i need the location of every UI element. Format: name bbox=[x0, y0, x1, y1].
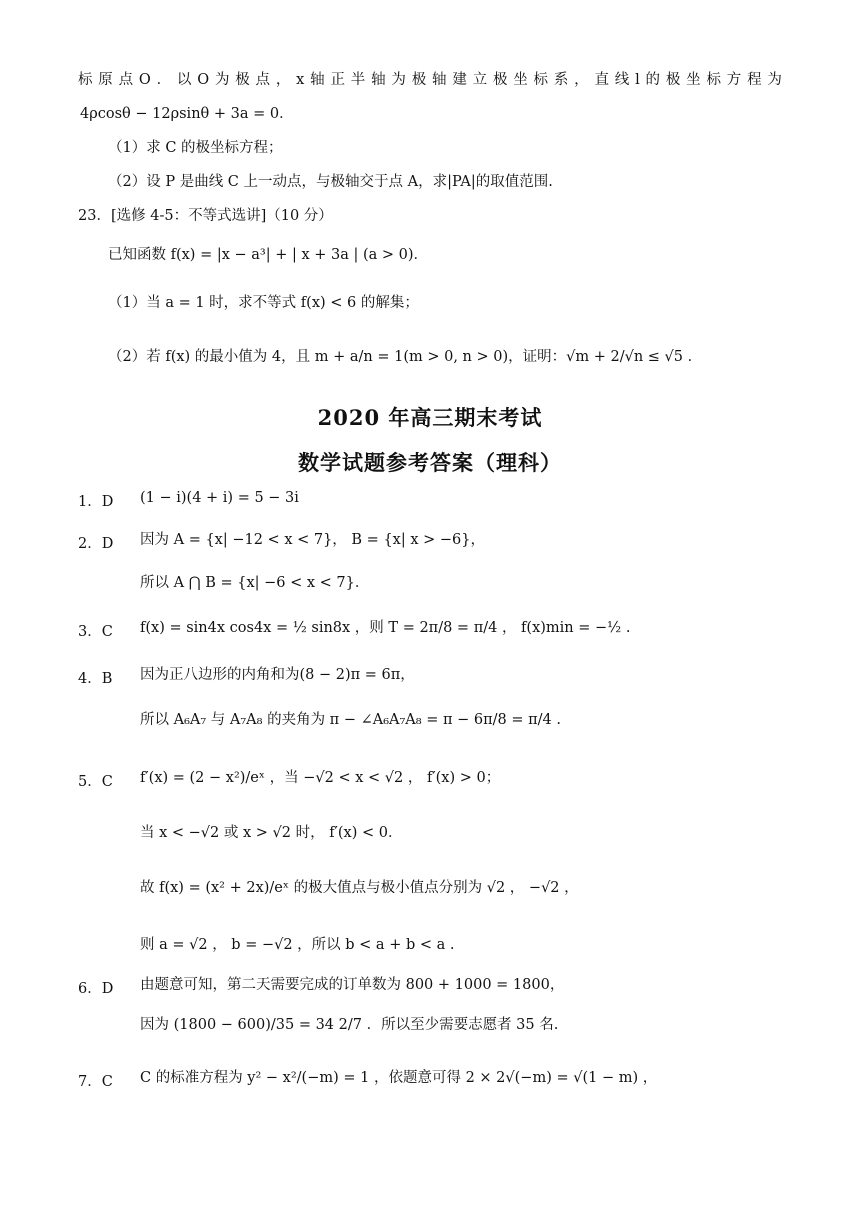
answer-line: 所以 A₆A₇ 与 A₇A₈ 的夹角为 π − ∠A₆A₇A₈ = π − 6π/8 = π/4 . bbox=[140, 712, 561, 728]
answer-number: 3．C bbox=[78, 624, 113, 640]
question-23-part-1: （1）当 a = 1 时，求不等式 f(x) < 6 的解集； bbox=[108, 295, 419, 311]
answer-number: 7．C bbox=[78, 1074, 113, 1090]
question-22-part-1: （1）求 C 的极坐标方程； bbox=[108, 140, 283, 156]
answer-key-title: 数学试题参考答案（理科） bbox=[298, 450, 562, 475]
answer-line: (1 − i)(4 + i) = 5 − 3i bbox=[140, 490, 299, 506]
answer-line: 因为正八边形的内角和为(8 − 2)π = 6π， bbox=[140, 667, 415, 683]
answer-line: f(x) = sin4x cos4x = ½ sin8x ，则 T = 2π/8 = π/4 ， f(x)min = −½ . bbox=[140, 620, 631, 636]
answer-line: C 的标准方程为 y² − x²/(−m) = 1 ，依题意可得 2 × 2√(−m) = √(1 − m) ， bbox=[140, 1070, 658, 1086]
answer-line: 因为 (1800 − 600)/35 = 34 2/7 ．所以至少需要志愿者 35 名. bbox=[140, 1017, 559, 1033]
answer-line: 故 f(x) = (x² + 2x)/eˣ 的极大值点与极小值点分别为 √2 ， −√2 ， bbox=[140, 880, 579, 896]
question-22-part-2: （2）设 P 是曲线 C 上一动点，与极轴交于点 A，求|PA|的取值范围. bbox=[108, 174, 553, 190]
answer-number: 1．D bbox=[78, 494, 114, 510]
answer-line: 由题意可知，第二天需要完成的订单数为 800 + 1000 = 1800， bbox=[140, 977, 565, 993]
question-23-header: 23．[选修 4-5：不等式选讲]（10 分） bbox=[78, 208, 333, 224]
question-23-part-2: （2）若 f(x) 的最小值为 4，且 m + a/n = 1(m > 0, n > 0)，证明：√m + 2/√n ≤ √5 ． bbox=[108, 349, 703, 365]
polar-equation: 4ρcosθ − 12ρsinθ + 3a = 0． bbox=[80, 106, 294, 122]
question-23-given: 已知函数 f(x) = |x − a³| + | x + 3a | (a > 0)． bbox=[108, 247, 429, 263]
answer-line: 则 a = √2 ， b = −√2 ，所以 b < a + b < a . bbox=[140, 937, 455, 953]
answer-number: 4．B bbox=[78, 671, 113, 687]
answer-line: 因为 A = {x| −12 < x < 7}， B = {x| x > −6}， bbox=[140, 532, 485, 548]
text-line-1: 标 原 点 O ． 以 O 为 极 点 ， x 轴 正 半 轴 为 极 轴 建 立 极 坐 标 系 ， 直 线 l 的 极 坐 标 方 程 为 bbox=[78, 72, 783, 88]
answer-line: 当 x < −√2 或 x > √2 时， f′(x) < 0． bbox=[140, 825, 403, 841]
answer-number: 6．D bbox=[78, 981, 114, 997]
answer-line: f′(x) = (2 − x²)/eˣ ，当 −√2 < x < √2 ， f′(x) > 0； bbox=[140, 770, 501, 786]
exam-title: 2020 年高三期末考试 bbox=[317, 405, 543, 430]
answer-number: 5．C bbox=[78, 774, 113, 790]
answer-line: 所以 A ⋂ B = {x| −6 < x < 7}． bbox=[140, 575, 370, 591]
answer-number: 2．D bbox=[78, 536, 114, 552]
